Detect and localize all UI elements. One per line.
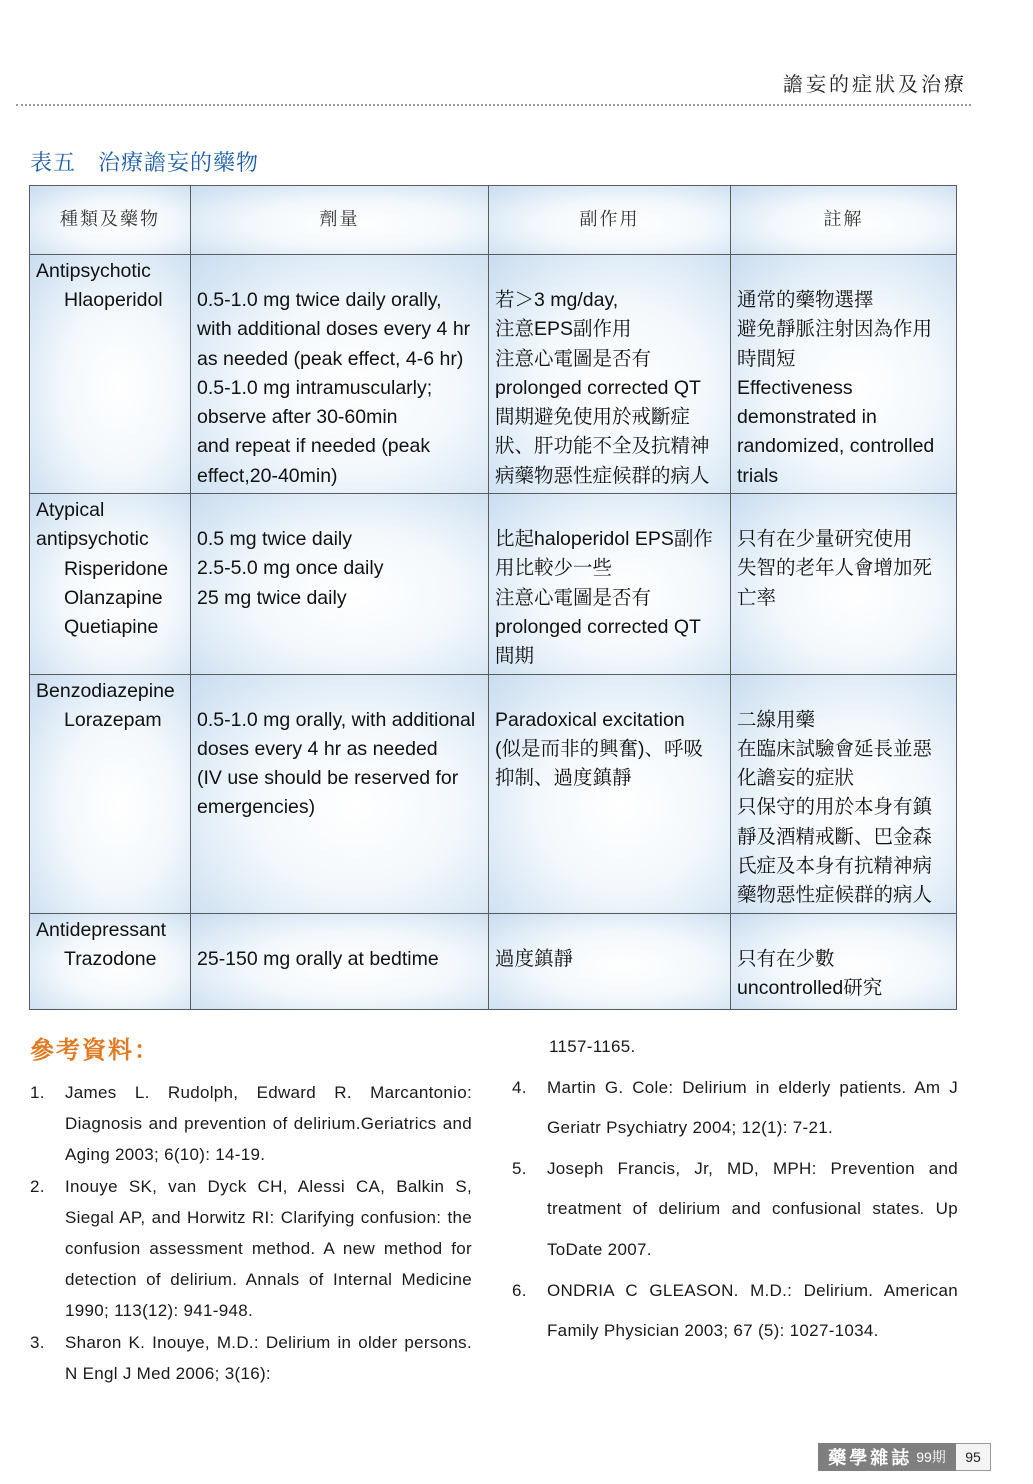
journal-badge [818, 1443, 956, 1471]
notes-cell [731, 913, 957, 1009]
reference-number: 5. [512, 1158, 527, 1178]
page-footer [818, 1443, 991, 1471]
references-title: 參考資料： [30, 1037, 160, 1064]
notes-text: 只有在少數 uncontrolled研究 [737, 947, 883, 999]
dose-text: 0.5-1.0 mg orally, with additional doses every 4 hr as needed (IV use should be reserved for emergencies) [197, 708, 476, 819]
side-effects-cell [489, 913, 731, 1009]
dose-text: 0.5 mg twice daily 2.5-5.0 mg once daily 25 mg twice daily [197, 528, 384, 609]
reference-text: Joseph Francis, Jr, MD, MPH: Prevention and treatment of delirium and confusional states. Up ToDate 2007. [547, 1158, 958, 1259]
notes-text: 二線用藥 在臨床試驗會延長並惡 化譫妄的症狀 只保守的用於本身有鎮 靜及酒精戒斷、巴金森 氏症及本身有抗精神病 藥物惡性症候群的病人 [737, 708, 933, 907]
drug-names: Trazodone [64, 947, 157, 970]
drug-cell [30, 494, 191, 674]
dose-text: 0.5-1.0 mg twice daily orally, with additional doses every 4 hr as needed (peak effect, 4-6 hr) 0.5-1.0 mg intramuscularly; observe after 30-60min and repeat if needed (peak effect,20-40min) [197, 289, 471, 487]
reference-text: James L. Rudolph, Edward R. Marcantonio: Diagnosis and prevention of delirium.Geriatrics and Aging 2003; 6(10): 14-19. [65, 1083, 472, 1165]
column-header-drug: 種類及藥物 [30, 186, 191, 255]
drug-table [29, 185, 957, 1010]
side-effects-text: 過度鎮靜 [495, 947, 574, 970]
reference-text: Martin G. Cole: Delirium in elderly patients. Am J Geriatr Psychiatry 2004; 12(1): 7-21. [547, 1077, 958, 1138]
table-header-row [30, 186, 957, 255]
references-left-column [30, 1077, 472, 1389]
page-number: 95 [956, 1443, 991, 1471]
table-row [30, 674, 957, 913]
drug-names: Risperidone Olanzapine Quetiapine [64, 557, 169, 639]
reference-number: 3. [30, 1332, 45, 1352]
reference-item [30, 1077, 472, 1171]
reference-text: ONDRIA C GLEASON. M.D.: Delirium. American Family Physician 2003; 67 (5): 1027-1034. [547, 1280, 958, 1341]
dose-cell [191, 674, 489, 913]
side-effects-text: 比起haloperidol EPS副作 用比較少一些 注意心電圖是否有 prolonged corrected QT 間期 [495, 528, 713, 668]
drug-names: Lorazepam [64, 708, 162, 731]
reference-number: 2. [30, 1176, 45, 1196]
reference-number: 6. [512, 1280, 527, 1300]
table-row [30, 494, 957, 674]
notes-cell [731, 255, 957, 494]
drug-names: Hlaoperidol [64, 289, 163, 312]
drug-category: Antidepressant [36, 918, 167, 941]
reference-number: 1. [30, 1083, 45, 1102]
journal-issue: 99期 [916, 1449, 946, 1465]
table-row [30, 913, 957, 1009]
column-header-notes: 註解 [731, 186, 957, 255]
notes-text: 通常的藥物選擇 避免靜脈注射因為作用 時間短 Effectiveness demonstrated in randomized, controlled trials [737, 289, 935, 487]
journal-name: 藥學雜誌 [828, 1448, 913, 1469]
running-header-title: 譫妄的症狀及治療 [783, 72, 967, 96]
notes-cell [731, 494, 957, 674]
drug-category: Benzodiazepine [36, 679, 175, 702]
table-row [30, 255, 957, 494]
side-effects-text: 若＞3 mg/day, 注意EPS副作用 注意心電圖是否有 prolonged corrected QT 間期避免使用於戒斷症 狀、肝功能不全及抗精神 病藥物惡性症候群的病人 [495, 289, 710, 487]
drug-category: Antipsychotic [36, 260, 151, 282]
side-effects-cell [489, 494, 731, 674]
reference-item [512, 1149, 958, 1271]
column-header-side-effects: 副作用 [489, 186, 731, 255]
drug-cell [30, 674, 191, 913]
side-effects-cell [489, 674, 731, 913]
header-divider [16, 104, 971, 106]
reference-item [30, 1327, 472, 1389]
drug-cell [30, 913, 191, 1009]
reference-text: Sharon K. Inouye, M.D.: Delirium in older persons. N Engl J Med 2006; 3(16): [65, 1332, 472, 1383]
reference-continuation: 1157-1165. [549, 1037, 636, 1056]
reference-text: Inouye SK, van Dyck CH, Alessi CA, Balkin S, Siegal AP, and Horwitz RI: Clarifying confusion: the confusion assessment method. A new method for detection of delirium. Annals of Internal Medicine 1990; 113(12): 941-948. [65, 1176, 472, 1321]
notes-cell [731, 674, 957, 913]
drug-category: Atypical antipsychotic [36, 499, 149, 551]
table-caption [30, 146, 259, 177]
reference-item [512, 1068, 958, 1149]
table-caption-label: 表五 [30, 150, 77, 175]
dose-cell [191, 494, 489, 674]
dose-cell [191, 255, 489, 494]
reference-number: 4. [512, 1077, 527, 1097]
notes-text: 只有在少量研究使用 失智的老年人會增加死 亡率 [737, 528, 933, 609]
references-right-column [512, 1027, 958, 1352]
dose-cell [191, 913, 489, 1009]
table-caption-text: 治療譫妄的藥物 [98, 150, 260, 175]
reference-item [512, 1271, 958, 1352]
side-effects-cell [489, 255, 731, 494]
column-header-dose: 劑量 [191, 186, 489, 255]
dose-text: 25-150 mg orally at bedtime [197, 947, 439, 970]
drug-cell [30, 255, 191, 494]
side-effects-text: Paradoxical excitation (似是而非的興奮)、呼吸 抑制、過度鎮靜 [495, 708, 703, 790]
reference-item [30, 1171, 472, 1327]
